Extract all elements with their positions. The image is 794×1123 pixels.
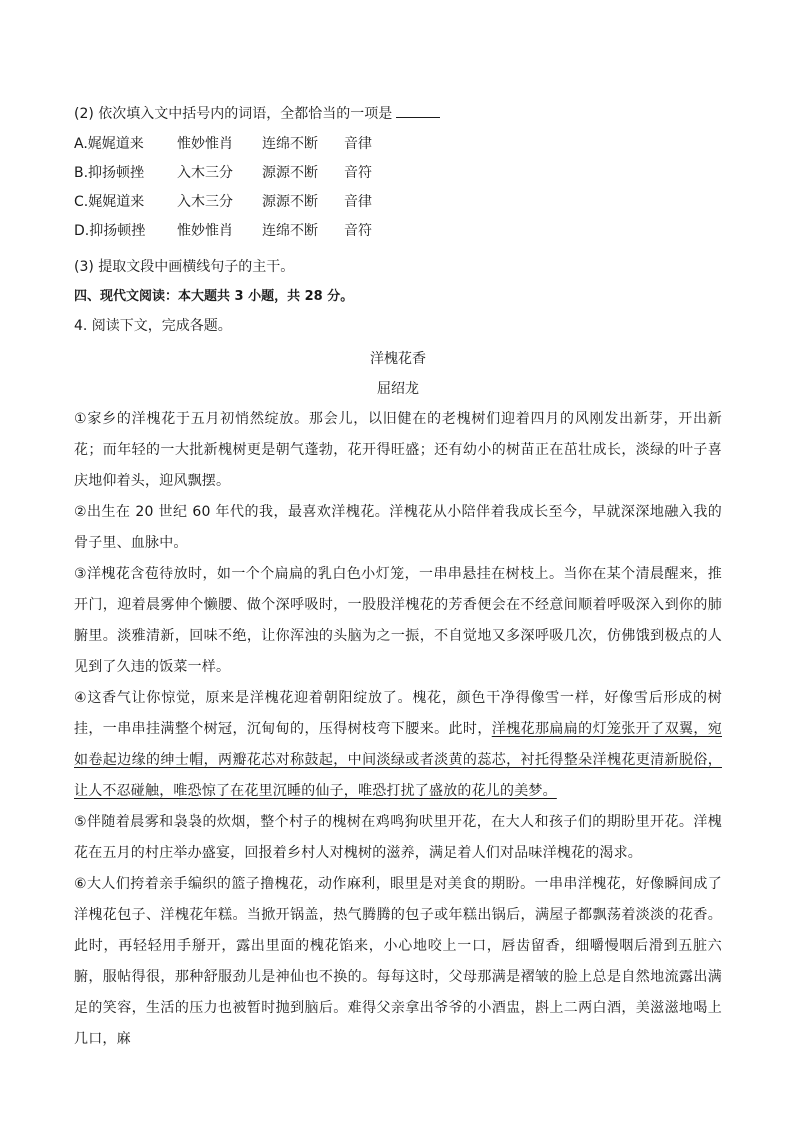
option-label: A.娓娓道来: [74, 136, 144, 152]
option-word: 入木三分: [177, 165, 233, 181]
option-word: 入木三分: [177, 194, 233, 210]
paragraph-4: [74, 683, 722, 807]
option-c: [74, 188, 722, 217]
option-a: [74, 130, 722, 159]
option-word: 音律: [344, 136, 372, 152]
paragraph-3: ③洋槐花含苞待放时，如一个个扁扁的乳白色小灯笼，一串串悬挂在树枝上。当你在某个清晨醒来，推开门，迎着晨雾伸个懒腰、做个深呼吸时，一股股洋槐花的芳香便会在不经意间顺着呼吸深入到你的肺腑里。淡雅清新，回味不绝，让你浑浊的头脑为之一振，不自觉地又多深呼吸几次，仿佛饿到极点的人见到了久违的饭菜一样。: [74, 566, 722, 675]
option-label: D.抑扬顿挫: [74, 223, 146, 239]
section-heading: 四、现代文阅读：本大题共 3 小题，共 28 分。: [74, 289, 354, 304]
option-word: 音律: [344, 194, 372, 210]
option-word: 音符: [344, 223, 372, 239]
option-word: 连绵不断: [262, 223, 318, 239]
paragraph-6: ⑥大人们挎着亲手编织的篮子撸槐花，动作麻利，眼里是对美食的期盼。一串串洋槐花，好像瞬间成了洋槐花包子、洋槐花年糕。当掀开锅盖，热气腾腾的包子或年糕出锅后，满屋子都飘荡着淡淡的花香。此时，再轻轻用手掰开，露出里面的槐花馅来，小心地咬上一口，唇齿留香，细嚼慢咽后滑到五脏六腑，服帖得很，那种舒服劲儿是神仙也不换的。每每这时，父母那满是褶皱的脸上总是自然地流露出满足的笑容，生活的压力也被暂时抛到脑后。难得父亲拿出爷爷的小酒盅，斟上二两白酒，美滋滋地喝上几口，麻: [74, 876, 722, 1047]
option-d: [74, 217, 722, 246]
option-word: 惟妙惟肖: [177, 223, 233, 239]
question-2: [74, 100, 722, 129]
question-4-intro: 4. 阅读下文，完成各题。: [74, 318, 232, 334]
article-author: 屈绍龙: [377, 381, 419, 397]
article-title: 洋槐花香: [370, 351, 426, 367]
answer-blank: [396, 102, 440, 118]
underlined-sentence: 洋槐花那扁扁的灯笼张开了双翼，宛如卷起边缘的绅士帽，两瓣花芯对称鼓起，中间淡绿或者淡黄的蕊芯，衬托得整朵洋槐花更清新脱俗，让人不忍碰触，唯恐惊了在花里沉睡的仙子，唯恐打扰了盛放的花儿的美梦。: [74, 721, 722, 799]
option-word: 惟妙惟肖: [177, 136, 233, 152]
paragraph-2: ②出生在 20 世纪 60 年代的我，最喜欢洋槐花。洋槐花从小陪伴着我成长至今，早就深深地融入我的骨子里、血脉中。: [74, 504, 722, 551]
option-label: C.娓娓道来: [74, 194, 145, 210]
option-label: B.抑扬顿挫: [74, 165, 145, 181]
question-3: (3) 提取文段中画横线句子的主干。: [74, 259, 295, 275]
option-word: 源源不断: [262, 165, 318, 181]
option-word: 连绵不断: [262, 136, 318, 152]
document-content: [74, 100, 722, 1055]
paragraph-5: ⑤伴随着晨雾和袅袅的炊烟，整个村子的槐树在鸡鸣狗吠里开花，在大人和孩子们的期盼里开花。洋槐花在五月的村庄举办盛宴，回报着乡村人对槐树的滋养，满足着人们对品味洋槐花的渴求。: [74, 814, 722, 861]
paragraph-4-text: ④这香气让你惊觉，原来是洋槐花迎着朝阳绽放了。槐花，颜色干净得像雪一样，好像雪后形成的树挂，一串串挂满整个树冠，沉甸甸的，压得树枝弯下腰来。此时，: [74, 690, 722, 737]
paragraph-1: ①家乡的洋槐花于五月初悄然绽放。那会儿，以旧健在的老槐树们迎着四月的风刚发出新芽，开出新花；而年轻的一大批新槐树更是朝气蓬勃，花开得旺盛；还有幼小的树苗正在茁壮成长，淡绿的叶子喜庆地仰着头，迎风飘摆。: [74, 411, 722, 489]
question-2-prompt: (2) 依次填入文中括号内的词语，全都恰当的一项是: [74, 106, 393, 122]
option-word: 源源不断: [262, 194, 318, 210]
option-word: 音符: [344, 165, 372, 181]
option-b: [74, 159, 722, 188]
